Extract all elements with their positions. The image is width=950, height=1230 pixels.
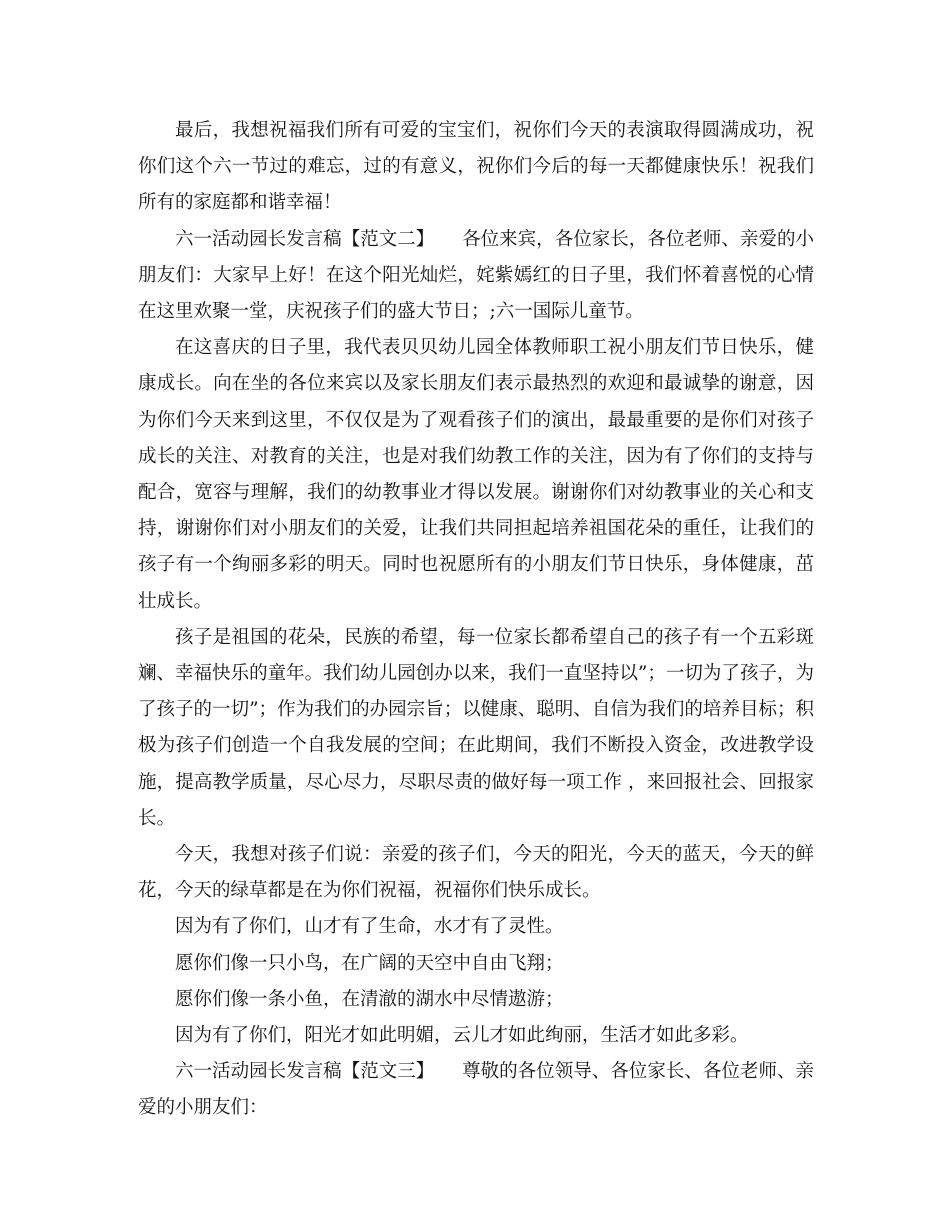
paragraph-closing-wishes: 最后，我想祝福我们所有可爱的宝宝们，祝你们今天的表演取得圆满成功，祝你们这个六一节过的难忘，过的有意义，祝你们今后的每一天都健康快乐！祝我们所有的家庭都和谐幸福！ [138, 120, 814, 214]
paragraph-sample-three-heading: 六一活动园长发言稿【范文三】 尊敬的各位领导、各位家长、各位老师、亲爱的小朋友们： [138, 1061, 814, 1119]
document-body [138, 113, 814, 1127]
paragraph-verse-sunshine: 因为有了你们，阳光才如此明媚，云儿才如此绚丽，生活才如此多彩。 [175, 1025, 749, 1047]
paragraph-verse-bird: 愿你们像一只小鸟，在广阔的天空中自由飞翔； [175, 952, 564, 974]
paragraph-verse-mountain-water: 因为有了你们，山才有了生命，水才有了灵性。 [175, 916, 564, 938]
paragraph-kindergarten-mission: 孩子是祖国的花朵，民族的希望，每一位家长都希望自己的孩子有一个五彩斑斓、幸福快乐的童年。我们幼儿园创办以来，我们一直坚持以”；一切为了孩子，为了孩子的一切”；作为我们的办园宗旨；以健康、聪明、自信为我们的培养目标；积极为孩子们创造一个自我发展的空间；在此期间，我们不断投入资金，改进教学设施，提高教学质量，尽心尽力，尽职尽责的做好每一项工作 ，来回报社会、回报家长。 [138, 626, 814, 829]
paragraph-thanks-parents: 在这喜庆的日子里，我代表贝贝幼儿园全体教师职工祝小朋友们节日快乐，健康成长。向在坐的各位来宾以及家长朋友们表示最热烈的欢迎和最诚挚的谢意，因为你们今天来到这里，不仅仅是为了观看孩子们的演出，最最重要的是你们对孩子成长的关注、对教育的关注，也是对我们幼教工作的关注，因为有了你们的支持与配合，宽容与理解，我们的幼教事业才得以发展。谢谢你们对幼教事业的关心和支持，谢谢你们对小朋友们的关爱，让我们共同担起培养祖国花朵的重任，让我们的孩子有一个绚丽多彩的明天。同时也祝愿所有的小朋友们节日快乐，身体健康，茁壮成长。 [138, 337, 814, 612]
paragraph-message-to-children: 今天，我想对孩子们说：亲爱的孩子们，今天的阳光，今天的蓝天，今天的鲜花，今天的绿草都是在为你们祝福，祝福你们快乐成长。 [138, 844, 814, 902]
paragraph-sample-two-heading: 六一活动园长发言稿【范文二】 各位来宾，各位家长，各位老师、亲爱的小朋友们：大家早上好！在这个阳光灿烂，姹紫嫣红的日子里，我们怀着喜悦的心情在这里欢聚一堂，庆祝孩子们的盛大节日；;六一国际儿童节。 [138, 228, 814, 323]
paragraph-verse-fish: 愿你们像一条小鱼，在清澈的湖水中尽情遨游； [175, 988, 564, 1010]
